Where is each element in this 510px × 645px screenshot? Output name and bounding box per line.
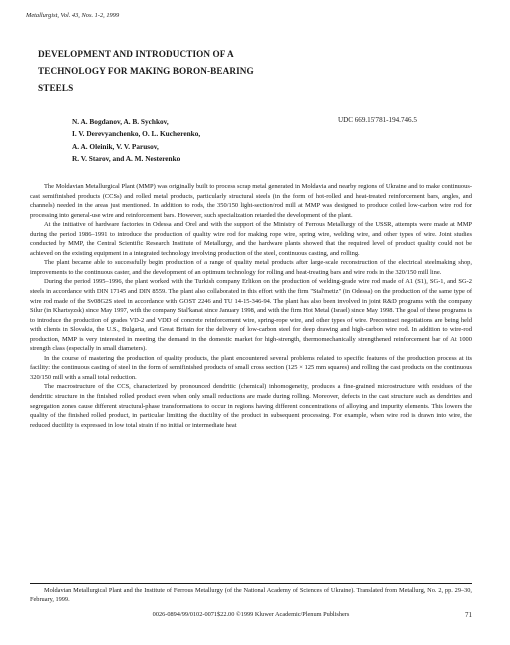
body-paragraph: In the course of mastering the production of quality products, the plant encountered several problems related to specific features of the production process at its facility: the continuous casting of steel in the form of semifinished products of small cross section (125 × 125 mm squares) and rolling the cast products on the continuous 320/150 mill with a small total reduction.	[30, 354, 472, 381]
page-footer	[30, 611, 472, 623]
title-line: STEELS	[38, 83, 74, 93]
udc-code: UDC 669.15'781-194.746.5	[338, 116, 417, 124]
footnote-divider	[30, 583, 472, 584]
body-paragraph: At the initiative of hardware factories in Odessa and Orel and with the support of the Ministry of Ferrous Metallurgy of the USSR, attempts were made at MMP during the period 1986–1991 to introduce the production of quality wire rod for making rope wire, spring wire, welding wire, and other types of wire. Joint studies conducted by MMP, the Central Scientific Research Institute of Metallurgy, and the hardware plants showed that the required level of product quality could not be achieved on the existing equipment in a integrated technology involving production of the steel, continuous casting, and rolling.	[30, 221, 472, 257]
affiliation-footnote: Moldavian Metallurgical Plant and the Institute of Ferrous Metallurgy (of the National Academy of Sciences of Ukraine). Translated from Metallurg, No. 2, pp. 29–30, February, 1999.	[30, 587, 472, 604]
author-line: R. V. Starov, and A. M. Nesterenko	[72, 154, 181, 164]
body-paragraph: The plant became able to successfully begin production of a range of quality metal products after large-scale reconstruction of the electrical steelmaking shop, improvements to the continuous caster, and the development of an optimum technology for rolling and heat-treating bars and wire rods in the 320/150 mill line.	[30, 259, 472, 276]
article-title	[38, 46, 368, 97]
title-line: DEVELOPMENT AND INTRODUCTION OF A	[38, 49, 234, 59]
author-list	[72, 116, 200, 166]
body-paragraph: The Moldavian Metallurgical Plant (MMP) was originally built to process scrap metal generated in Moldavia and nearby regions of Ukraine and to make continuous-cast semifinished products (CCSs) and rolled metal products, particularly structural steels (in the form of hot-rolled and heat-treated reinforcement bars, angles, and channels) needed in the areas just mentioned. In addition to rods, the 350/150 light-section/rod mill at MMP was designed to produce coiled low-carbon wire rod for processing into general-use wire and reinforcement bars. However, such specialization retarded the development of the plant.	[30, 183, 472, 219]
author-line: A. A. Oleinik, V. V. Parusov,	[72, 141, 159, 151]
article-body	[30, 182, 472, 430]
title-line: TECHNOLOGY FOR MAKING BORON-BEARING	[38, 66, 254, 76]
copyright-line: 0026-0894/99/0102-0071$22.00 ©1999 Kluwer Academic/Plenum Publishers	[152, 611, 350, 618]
journal-citation: Metallurgist, Vol. 43, Nos. 1-2, 1999	[26, 12, 120, 19]
page-number: 71	[465, 611, 472, 619]
author-line: I. V. Derevyanchenko, O. L. Kucherenko,	[72, 129, 201, 139]
author-line: N. A. Bogdanov, A. B. Sychkov,	[72, 117, 169, 126]
body-paragraph: During the period 1995–1996, the plant worked with the Turkish company Erlikon on the production of welding-grade wire rod made of A1 (S1), SG-1, and SG-2 steels in accordance with DIN 17145 and DIN 8559. The plant also collaborated in this effort with the firm "Stal'metiz" (in Odessa) on the production of the same type of wire rod made of the Sv08G2S steel in accordance with GOST 2246 and TU 14-15-346-94. The plant has also been involved in joint R&D programs with the company Silur (in Khartsyzsk) since May 1997, with the company Stal'kanat since January 1998, and with the firm Hot Metal (Israel) since May 1998. The goal of these programs is to introduce the production of grades VD-2 and VDD of concrete reinforcement wire, spring-rope wire, and other types of wire. Precontract negotiations are being held with clients in Slovakia, the U.S., Bulgaria, and Great Britain for the delivery of low-carbon steel for deep drawing and high-carbon wire rod. In addition to wire-rod production, MMP is very interested in meeting the demand in the domestic market for high-strength, thermomechanically strengthened reinforcement bar of At 1000 strength class (especially in small diameters).	[30, 278, 472, 353]
body-paragraph: The macrostructure of the CCS, characterized by pronounced dendritic (chemical) inhomogeneity, produces a fine-grained microstructure with residues of the dendritic structure in the finished rolled product even when only small reductions are made during rolling. Moreover, defects in the cast structure such as dendrites and segregation zones cause different structural-phase transformations to occur in regions having different concentrations of alloying and impurity elements. This lowers the quality of the finished rolled product, in particular limiting the ductility of the product in subsequent processing. For example, when wire rod is drawn into wire, the reduced ductility is expressed in low total strain if no initial or intermediate heat	[30, 383, 472, 429]
